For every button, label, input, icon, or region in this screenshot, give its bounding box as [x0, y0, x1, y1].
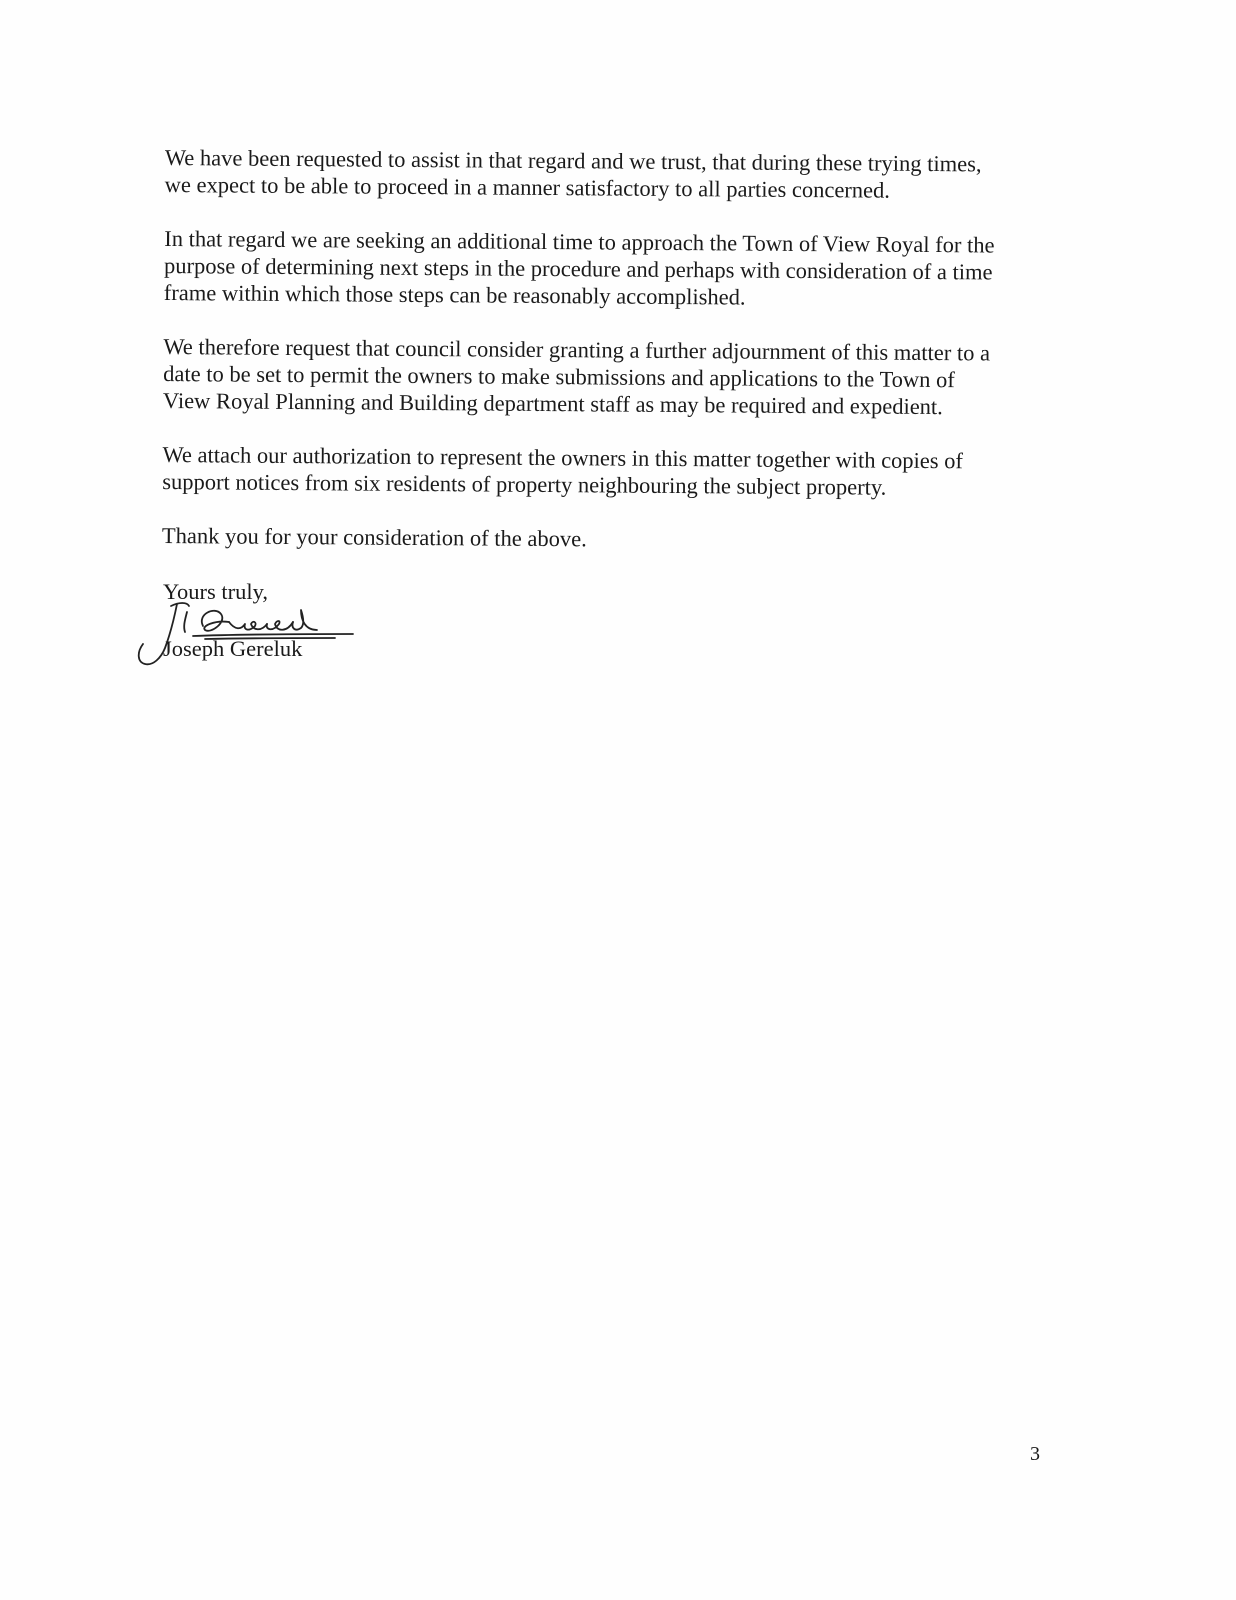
- paragraph-2: [164, 225, 1060, 313]
- paragraph-line: View Royal Planning and Building department staff as may be required and expedient.: [162, 387, 943, 420]
- letter-body: [162, 144, 1060, 583]
- paragraph-line: In that regard we are seeking an additional time to approach the Town of View Royal for the: [164, 225, 995, 258]
- paragraph-1: [165, 144, 1060, 205]
- paragraph-4: [162, 441, 1057, 502]
- closing-block: [163, 578, 423, 661]
- paragraph-line: We therefore request that council consider granting a further adjournment of this matter to a: [163, 333, 991, 366]
- paragraph-line: We attach our authorization to represent the owners in this matter together with copies of: [162, 441, 964, 474]
- signer-name: Joseph Gereluk: [163, 636, 303, 661]
- paragraph-line: support notices from six residents of property neighbouring the subject property.: [162, 468, 887, 500]
- paragraph-line: We have been requested to assist in that regard and we trust, that during these trying times,: [164, 144, 982, 177]
- paragraph-line: frame within which those steps can be reasonably accomplished.: [163, 279, 746, 310]
- paragraph-5: [162, 522, 1057, 556]
- paragraph-line: we expect to be able to proceed in a manner satisfactory to all parties concerned.: [164, 171, 891, 203]
- closing-salutation: Yours truly,: [163, 579, 269, 604]
- paragraph-line: purpose of determining next steps in the procedure and perhaps with consideration of a time: [163, 252, 993, 285]
- paragraph-line: Thank you for your consideration of the above.: [161, 522, 587, 552]
- page-number: 3: [1030, 1443, 1040, 1465]
- paragraph-3: [163, 333, 1059, 421]
- paragraph-line: date to be set to permit the owners to make submissions and applications to the Town of: [163, 360, 955, 393]
